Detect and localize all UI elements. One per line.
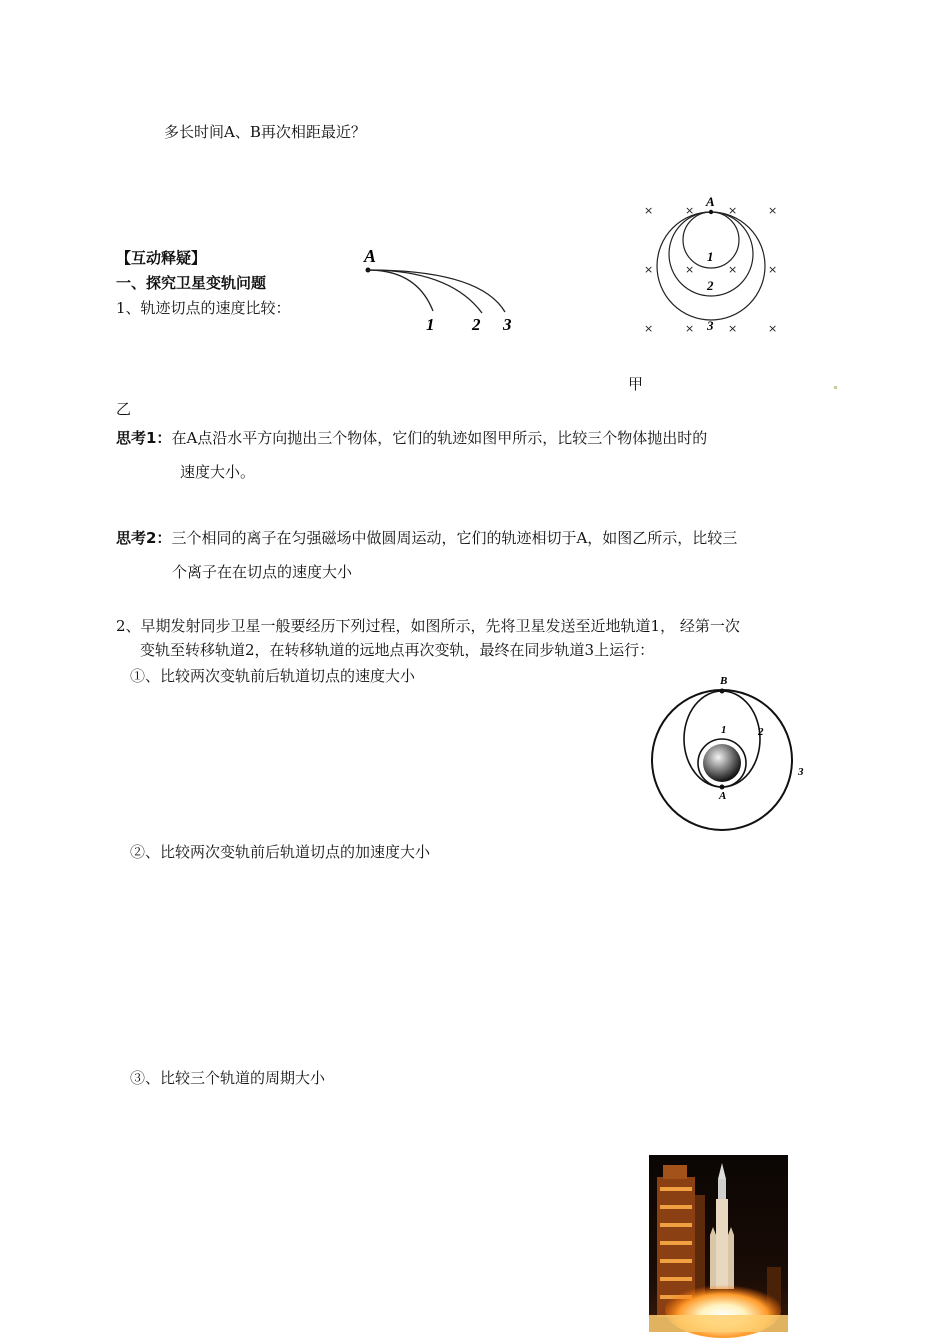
section-one-title: 一、探究卫星变轨问题 (116, 274, 267, 292)
magnetic-label-2: 2 (707, 278, 714, 293)
think-2 (116, 528, 737, 548)
orbit-label-3: 3 (798, 766, 804, 778)
magnetic-label-1: 1 (707, 249, 714, 264)
sub-question-1: ①、比较两次变轨前后轨道切点的速度大小 (130, 667, 416, 685)
question-2-line2: 变轨至转移轨道2，在转移轨道的远地点再次变轨，最终在同步轨道3上运行： (140, 641, 655, 659)
magnetic-label-3: 3 (707, 318, 714, 333)
question-1: 1、轨迹切点的速度比较： (116, 299, 291, 317)
think-1-cont: 速度大小。 (180, 463, 256, 481)
magnetic-tangent-point (709, 210, 713, 214)
orbit-transfer-diagram (648, 672, 818, 837)
projectile-label-3: 3 (503, 315, 512, 334)
text-line-top: 多长时间A、B再次相距最近？ (164, 123, 366, 141)
think-1-label: 思考1： (116, 429, 172, 447)
svg-text:×: × (685, 322, 695, 335)
figure-label-jia: 甲 (628, 375, 644, 393)
svg-text:×: × (644, 263, 654, 276)
svg-text:×: × (768, 322, 778, 335)
magnetic-point-label: A (706, 194, 715, 209)
svg-text:×: × (728, 204, 738, 217)
think-2-text: 三个相同的离子在匀强磁场中做圆周运动，它们的轨迹相切于A，如图乙所示，比较三 (171, 529, 738, 547)
orbit-label-a: A (719, 790, 727, 802)
magnetic-orbit-3 (657, 212, 765, 320)
svg-text:×: × (644, 322, 654, 335)
magnetic-field-diagram (640, 192, 790, 342)
think-1-text: 在A点沿水平方向抛出三个物体，它们的轨迹如图甲所示，比较三个物体抛出时的 (171, 429, 708, 447)
svg-text:×: × (685, 263, 695, 276)
svg-text:×: × (644, 204, 654, 217)
projectile-curve-3 (368, 270, 505, 312)
orbit-label-2: 2 (758, 726, 764, 738)
sub-question-3: ③、比较三个轨道的周期大小 (130, 1069, 326, 1087)
think-2-label: 思考2： (116, 529, 172, 547)
orbit-label-b: B (720, 675, 728, 687)
orbit-point-a (720, 785, 725, 790)
svg-text:×: × (728, 322, 738, 335)
sub-question-2: ②、比较两次变轨前后轨道切点的加速度大小 (130, 843, 431, 861)
orbit-point-b (720, 689, 725, 694)
orbit-label-1: 1 (721, 724, 727, 736)
section-header: 【互动释疑】 (116, 249, 207, 267)
field-crosses (644, 204, 777, 335)
rocket-launch-photo (649, 1155, 788, 1332)
think-1 (116, 428, 707, 448)
figure-label-yi: 乙 (116, 400, 132, 418)
svg-text:×: × (768, 204, 778, 217)
projectile-label-1: 1 (426, 315, 435, 334)
projectile-diagram (355, 245, 530, 340)
svg-text:×: × (768, 263, 778, 276)
think-2-cont: 个离子在在切点的速度大小 (172, 563, 353, 581)
question-2-line1: 2、早期发射同步卫星一般要经历下列过程，如图所示，先将卫星发送至近地轨道1， 经第一次 (116, 617, 740, 635)
projectile-curve-2 (368, 270, 482, 313)
earth-icon (703, 744, 741, 782)
margin-dot (834, 386, 837, 389)
projectile-label-2: 2 (472, 315, 481, 334)
svg-text:×: × (728, 263, 738, 276)
svg-text:×: × (685, 204, 695, 217)
projectile-point-label: A (364, 246, 377, 266)
